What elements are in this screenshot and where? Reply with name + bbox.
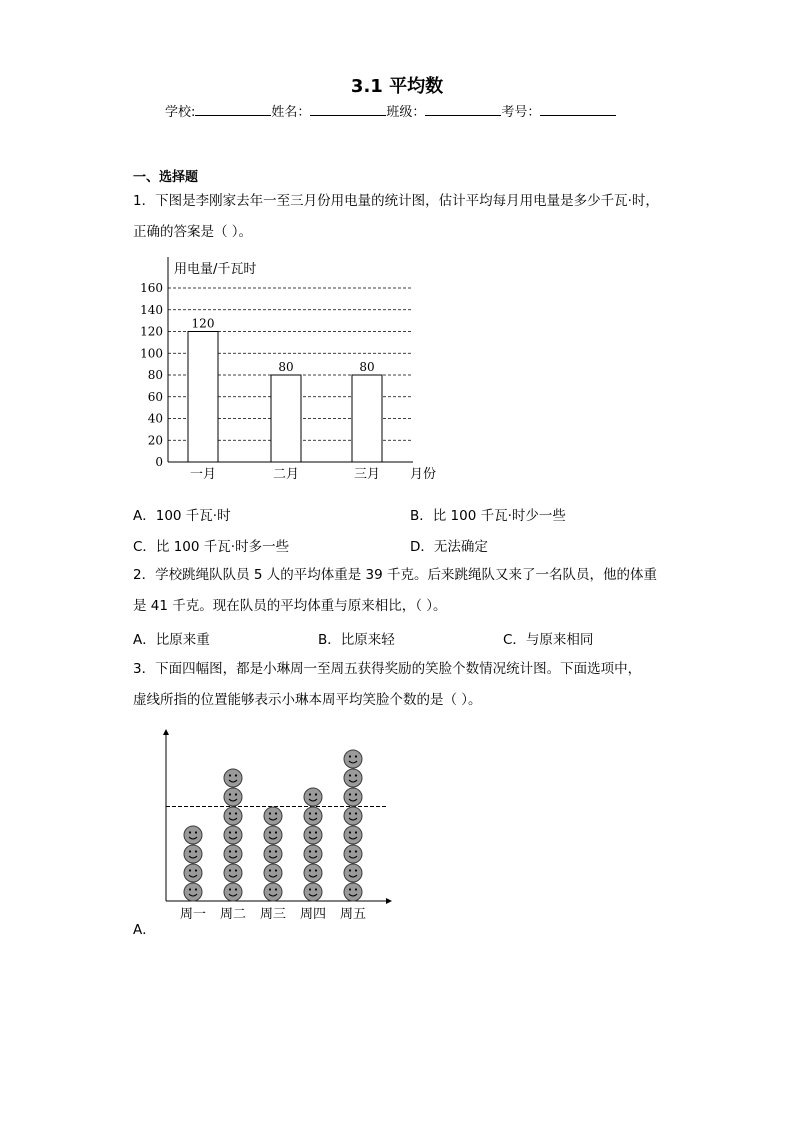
smiley-left-eye — [349, 850, 351, 852]
x-tick-label: 周二 — [219, 907, 247, 922]
smiley-face-circle — [184, 864, 202, 882]
smiley-right-eye — [315, 869, 317, 871]
smiley-left-eye — [269, 850, 271, 852]
smiley-left-eye — [229, 774, 231, 776]
smiley-face-icon — [304, 807, 322, 825]
smiley-left-eye — [349, 812, 351, 814]
smiley-face-circle — [344, 864, 362, 882]
question-2-line-1: 2．学校跳绳队队员 5 人的平均体重是 39 千克。后来跳绳队又来了一名队员，他的体重 — [133, 567, 658, 583]
school-label: 学校: — [165, 105, 196, 120]
smiley-left-eye — [309, 831, 311, 833]
smiley-face-circle — [224, 788, 242, 806]
smiley-face-circle — [304, 826, 322, 844]
smiley-face-circle — [304, 864, 322, 882]
smiley-right-eye — [275, 850, 277, 852]
smiley-left-eye — [349, 793, 351, 795]
smiley-right-eye — [355, 755, 357, 757]
smiley-face-circle — [224, 826, 242, 844]
smiley-right-eye — [315, 812, 317, 814]
smiley-right-eye — [195, 888, 197, 890]
smiley-left-eye — [229, 888, 231, 890]
smiley-face-icon — [304, 864, 322, 882]
smiley-left-eye — [349, 755, 351, 757]
class-blank[interactable] — [425, 103, 501, 116]
smiley-face-icon — [344, 788, 362, 806]
smiley-left-eye — [349, 888, 351, 890]
smiley-right-eye — [235, 850, 237, 852]
question-3-line-1: 3．下面四幅图，都是小琳周一至周五获得奖励的笑脸个数情况统计图。下面选项中， — [133, 661, 642, 677]
smiley-right-eye — [355, 774, 357, 776]
y-tick-label: 60 — [147, 389, 163, 404]
smiley-face-icon — [344, 883, 362, 901]
smiley-face-circle — [264, 864, 282, 882]
smiley-face-icon — [264, 807, 282, 825]
smiley-left-eye — [349, 869, 351, 871]
question-1-option-c[interactable]: C．比 100 千瓦·时多一些 — [133, 539, 290, 555]
smiley-left-eye — [309, 812, 311, 814]
smiley-face-circle — [224, 864, 242, 882]
bar — [352, 375, 382, 462]
smiley-left-eye — [309, 888, 311, 890]
smiley-left-eye — [189, 888, 191, 890]
section-title: 一、选择题 — [133, 170, 199, 185]
smiley-pictograph-chart — [150, 728, 400, 928]
y-tick-label: 80 — [147, 368, 163, 382]
smiley-left-eye — [229, 850, 231, 852]
smiley-face-circle — [344, 826, 362, 844]
smiley-left-eye — [269, 869, 271, 871]
smiley-face-circle — [264, 807, 282, 825]
smiley-face-circle — [264, 845, 282, 863]
x-tick-label: 二月 — [272, 467, 300, 482]
x-tick-label: 周五 — [339, 907, 367, 922]
smiley-face-icon — [304, 788, 322, 806]
bar — [271, 375, 301, 462]
y-tick-label: 120 — [140, 324, 163, 339]
smiley-right-eye — [355, 793, 357, 795]
smiley-right-eye — [275, 812, 277, 814]
smiley-face-icon — [264, 883, 282, 901]
bar-value-label: 80 — [359, 360, 375, 374]
x-tick-label: 周四 — [299, 907, 327, 922]
student-info-line — [165, 101, 616, 120]
smiley-face-icon — [344, 750, 362, 768]
smiley-left-eye — [269, 831, 271, 833]
smiley-right-eye — [355, 831, 357, 833]
y-tick-label: 160 — [140, 281, 163, 295]
question-2-option-c[interactable]: C．与原来相同 — [503, 632, 594, 648]
smiley-face-icon — [264, 864, 282, 882]
question-2-option-b[interactable]: B．比原来轻 — [318, 632, 395, 648]
smiley-face-icon — [224, 864, 242, 882]
smiley-face-circle — [344, 807, 362, 825]
smiley-face-icon — [184, 826, 202, 844]
y-axis-title: 用电量/千瓦时 — [174, 262, 257, 277]
bar-value-label: 120 — [191, 316, 215, 331]
bar — [188, 332, 218, 463]
smiley-left-eye — [229, 812, 231, 814]
smiley-left-eye — [309, 850, 311, 852]
smiley-right-eye — [275, 888, 277, 890]
smiley-face-icon — [184, 883, 202, 901]
smiley-right-eye — [315, 831, 317, 833]
question-1-line-2: 正确的答案是（ ）。 — [133, 224, 253, 240]
smiley-left-eye — [229, 831, 231, 833]
smiley-face-icon — [344, 769, 362, 787]
exam-number-label: 考号： — [501, 105, 541, 120]
smiley-face-icon — [304, 845, 322, 863]
smiley-right-eye — [195, 831, 197, 833]
smiley-face-circle — [184, 883, 202, 901]
smiley-face-icon — [224, 769, 242, 787]
smiley-left-eye — [189, 850, 191, 852]
smiley-right-eye — [355, 850, 357, 852]
y-axis-arrow — [163, 729, 169, 735]
smiley-right-eye — [355, 869, 357, 871]
smiley-left-eye — [349, 774, 351, 776]
smiley-right-eye — [235, 831, 237, 833]
question-2-text — [133, 560, 673, 622]
smiley-face-icon — [224, 845, 242, 863]
smiley-face-circle — [304, 807, 322, 825]
name-blank[interactable] — [310, 103, 386, 116]
smiley-right-eye — [355, 812, 357, 814]
question-2-line-2: 是 41 千克。现在队员的平均体重与原来相比，（ ）。 — [133, 598, 447, 614]
smiley-right-eye — [315, 793, 317, 795]
smiley-face-circle — [344, 769, 362, 787]
question-3-text — [133, 654, 673, 716]
smiley-face-circle — [184, 845, 202, 863]
bar-value-label: 80 — [278, 360, 294, 374]
x-axis-arrow — [386, 898, 392, 904]
smiley-left-eye — [189, 831, 191, 833]
smiley-face-icon — [344, 845, 362, 863]
smiley-face-circle — [344, 883, 362, 901]
x-tick-label: 周三 — [259, 907, 287, 922]
smiley-face-circle — [344, 788, 362, 806]
x-tick-label: 一月 — [189, 467, 217, 482]
smiley-face-circle — [304, 788, 322, 806]
smiley-face-icon — [264, 845, 282, 863]
smiley-right-eye — [315, 888, 317, 890]
smiley-face-icon — [224, 807, 242, 825]
smiley-face-circle — [224, 883, 242, 901]
y-tick-label: 100 — [140, 346, 163, 361]
question-2-option-a[interactable]: A．比原来重 — [133, 632, 210, 648]
smiley-face-icon — [304, 883, 322, 901]
smiley-face-circle — [344, 845, 362, 863]
smiley-face-circle — [224, 807, 242, 825]
question-3-option-a[interactable]: A． — [133, 922, 156, 938]
smiley-face-circle — [264, 826, 282, 844]
smiley-face-icon — [184, 864, 202, 882]
question-1-text — [133, 186, 673, 248]
y-tick-label: 140 — [140, 302, 163, 317]
y-tick-label: 20 — [147, 433, 163, 448]
question-1-option-d[interactable]: D．无法确定 — [410, 539, 488, 555]
smiley-right-eye — [195, 869, 197, 871]
exam-number-blank[interactable] — [540, 103, 616, 116]
smiley-right-eye — [195, 850, 197, 852]
electricity-bar-chart — [130, 255, 450, 485]
smiley-face-icon — [224, 788, 242, 806]
smiley-right-eye — [235, 793, 237, 795]
smiley-face-icon — [184, 845, 202, 863]
smiley-right-eye — [315, 850, 317, 852]
smiley-face-icon — [344, 807, 362, 825]
question-1-option-b[interactable]: B．比 100 千瓦·时少一些 — [410, 508, 566, 524]
smiley-face-icon — [224, 826, 242, 844]
smiley-right-eye — [275, 869, 277, 871]
x-tick-label: 三月 — [353, 467, 381, 482]
smiley-face-icon — [304, 826, 322, 844]
x-tick-label: 周一 — [179, 907, 207, 922]
page-title: 3.1 平均数 — [350, 76, 444, 97]
smiley-face-icon — [224, 883, 242, 901]
class-label: 班级： — [386, 105, 426, 120]
smiley-face-circle — [304, 845, 322, 863]
smiley-left-eye — [269, 812, 271, 814]
smiley-face-circle — [224, 769, 242, 787]
question-1-option-a[interactable]: A．100 千瓦·时 — [133, 508, 231, 524]
school-blank[interactable] — [195, 103, 271, 116]
smiley-right-eye — [235, 774, 237, 776]
smiley-face-circle — [224, 845, 242, 863]
smiley-right-eye — [275, 831, 277, 833]
smiley-left-eye — [309, 793, 311, 795]
smiley-right-eye — [235, 869, 237, 871]
smiley-face-circle — [344, 750, 362, 768]
smiley-face-circle — [184, 826, 202, 844]
name-label: 姓名： — [271, 105, 311, 120]
question-3-line-2: 虚线所指的位置能够表示小琳本周平均笑脸个数的是（ ）。 — [133, 692, 482, 708]
smiley-right-eye — [235, 888, 237, 890]
smiley-right-eye — [355, 888, 357, 890]
smiley-face-circle — [304, 883, 322, 901]
smiley-left-eye — [229, 869, 231, 871]
smiley-face-icon — [344, 826, 362, 844]
smiley-left-eye — [229, 793, 231, 795]
smiley-left-eye — [309, 869, 311, 871]
smiley-left-eye — [189, 869, 191, 871]
x-axis-title: 月份 — [410, 467, 437, 482]
y-tick-label: 0 — [155, 455, 163, 469]
question-1-line-1: 1．下图是李刚家去年一至三月份用电量的统计图，估计平均每月用电量是多少千瓦·时， — [133, 193, 659, 209]
smiley-left-eye — [349, 831, 351, 833]
smiley-face-circle — [264, 883, 282, 901]
y-tick-label: 40 — [147, 411, 163, 426]
smiley-face-icon — [264, 826, 282, 844]
smiley-face-icon — [344, 864, 362, 882]
smiley-left-eye — [269, 888, 271, 890]
smiley-right-eye — [235, 812, 237, 814]
